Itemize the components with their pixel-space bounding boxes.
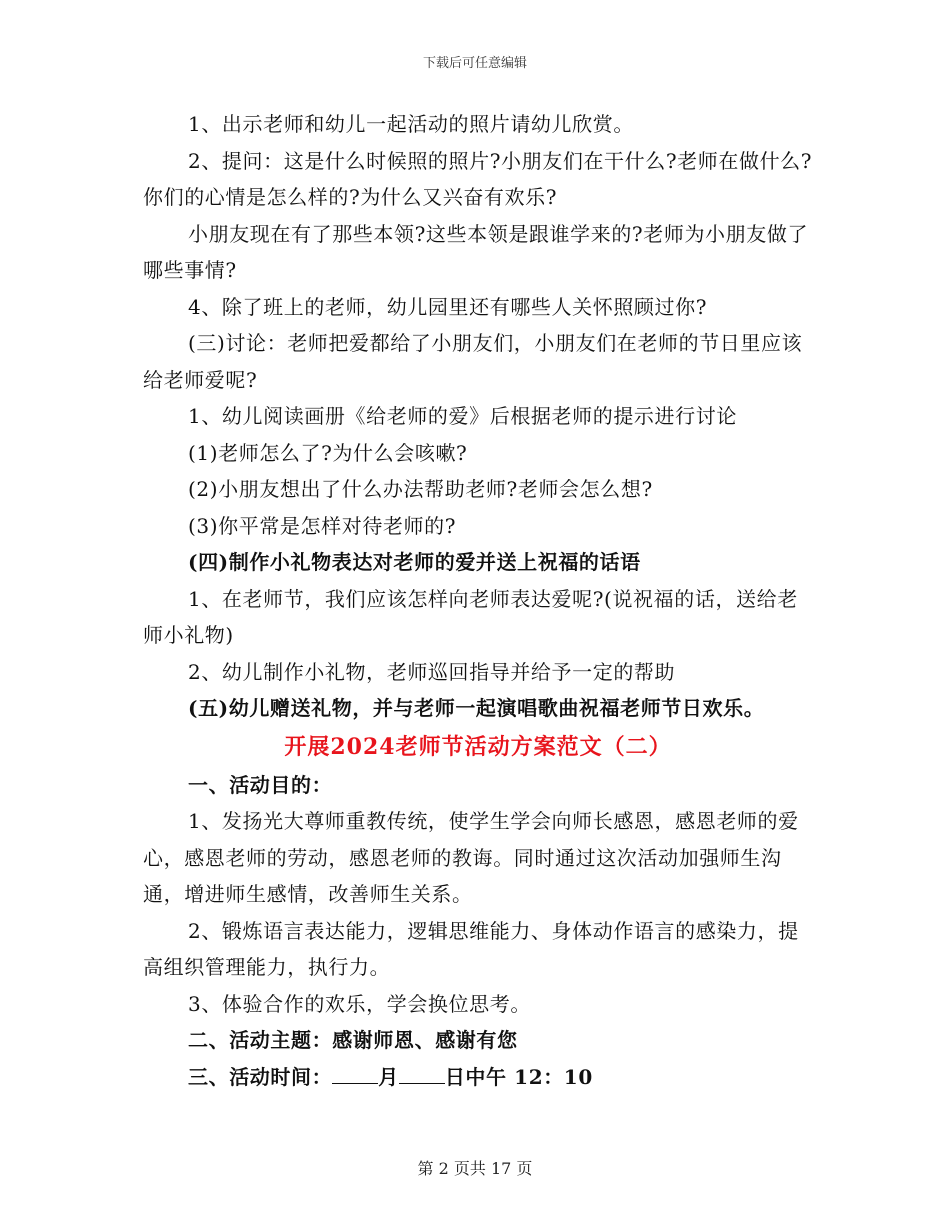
subheading: (五)幼儿赠送礼物，并与老师一起演唱歌曲祝福老师节日欢乐。 bbox=[188, 696, 765, 720]
document-body bbox=[143, 106, 813, 1095]
paragraph: 1、出示老师和幼儿一起活动的照片请幼儿欣赏。 bbox=[188, 112, 634, 136]
paragraph: 2、提问：这是什么时候照的照片?小朋友们在干什么?老师在做什么?你们的心情是怎么样的?为什么又兴奋有欢乐? bbox=[143, 148, 813, 209]
day-time-label: 日中午 12：10 bbox=[444, 1064, 593, 1089]
section-heading: 一、活动目的： bbox=[188, 772, 333, 797]
paragraph: 1、在老师节，我们应该怎样向老师表达爱呢?(说祝福的话，送给老师小礼物) bbox=[143, 586, 798, 647]
paragraph: 3、体验合作的欢乐，学会换位思考。 bbox=[188, 991, 531, 1016]
paragraph: (3)你平常是怎样对待老师的? bbox=[188, 513, 457, 538]
activity-time-line bbox=[143, 1059, 813, 1096]
activity-time-label: 三、活动时间： bbox=[188, 1064, 333, 1089]
paragraph: 1、幼儿阅读画册《给老师的爱》后根据老师的提示进行讨论 bbox=[188, 404, 737, 428]
month-label: 月 bbox=[378, 1064, 399, 1089]
paragraph: (2)小朋友想出了什么办法帮助老师?老师会怎么想? bbox=[188, 477, 653, 501]
section-heading: 二、活动主题：感谢师恩、感谢有您 bbox=[188, 1028, 518, 1052]
section-title: 开展2024老师节活动方案范文（二） bbox=[284, 733, 672, 760]
subheading: (四)制作小礼物表达对老师的爱并送上祝福的话语 bbox=[188, 550, 641, 574]
month-blank bbox=[332, 1065, 378, 1084]
paragraph: 2、锻炼语言表达能力，逻辑思维能力、身体动作语言的感染力，提高组织管理能力，执行力。 bbox=[143, 918, 799, 979]
page-header: 下载后可任意编辑 bbox=[422, 56, 527, 71]
page-footer: 第 2 页共 17 页 bbox=[417, 1159, 533, 1178]
paragraph: (三)讨论：老师把爱都给了小朋友们，小朋友们在老师的节日里应该给老师爱呢? bbox=[143, 331, 803, 392]
paragraph: 2、幼儿制作小礼物，老师巡回指导并给予一定的帮助 bbox=[188, 659, 676, 684]
paragraph: (1)老师怎么了?为什么会咳嗽? bbox=[188, 440, 468, 465]
paragraph: 4、除了班上的老师，幼儿园里还有哪些人关怀照顾过你? bbox=[188, 294, 708, 319]
paragraph: 小朋友现在有了那些本领?这些本领是跟谁学来的?老师为小朋友做了哪些事情? bbox=[143, 221, 809, 282]
day-blank bbox=[399, 1065, 445, 1084]
paragraph: 1、发扬光大尊师重教传统，使学生学会向师长感恩，感恩老师的爱心，感恩老师的劳动，感恩老师的教诲。同时通过这次活动加强师生沟通，增进师生感情，改善师生关系。 bbox=[143, 809, 799, 906]
